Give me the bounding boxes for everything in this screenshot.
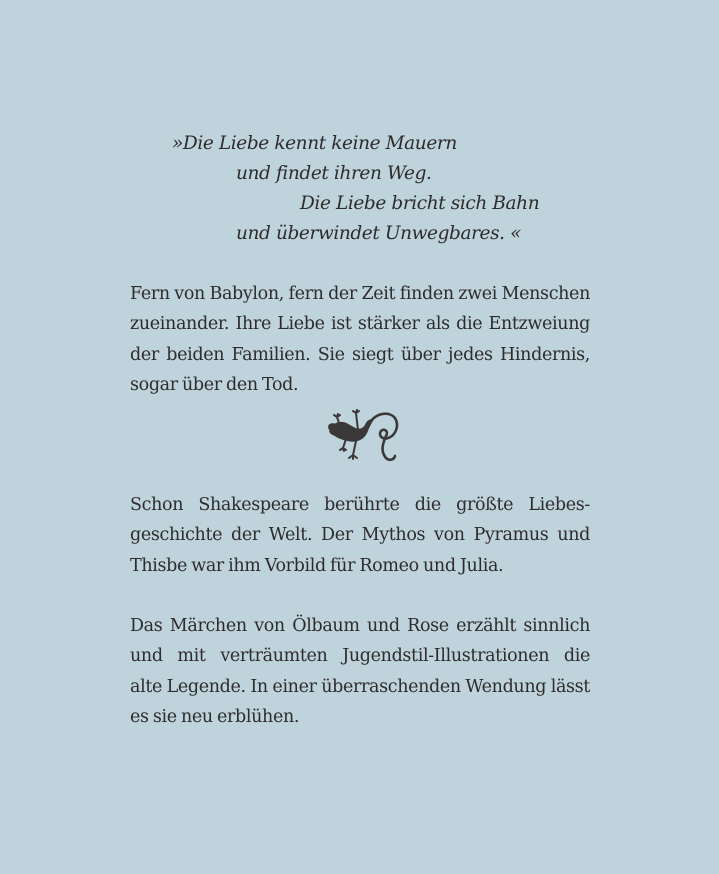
paragraph-line: zueinander. Ihre Liebe ist stärker als die Entzweiung <box>130 314 590 335</box>
paragraph-line: Das Märchen von Ölbaum und Rose erzählt sinnlich <box>130 616 590 636</box>
paragraph-line: alte Legende. In einer überraschenden Wendung lässt <box>130 676 590 697</box>
lizard-icon <box>326 408 400 464</box>
paragraph-line: Schon Shakespeare berührte die größte Liebes- <box>130 495 590 515</box>
paragraph-line: geschichte der Welt. Der Mythos von Pyramus und <box>130 525 590 546</box>
paragraph-line: Fern von Babylon, fern der Zeit finden zwei Menschen <box>130 284 590 304</box>
paragraph-maerchen <box>130 611 590 733</box>
paragraph-babylon <box>130 279 590 401</box>
poem-line-3: Die Liebe bricht sich Bahn <box>300 193 540 214</box>
paragraph-line: und mit verträumten Jugendstil-Illustrationen die <box>130 646 590 667</box>
poem-line-4: und überwindet Unwegbares. « <box>236 223 522 244</box>
poem-line-2: und findet ihren Weg. <box>236 163 432 184</box>
paragraph-line: es sie neu erblühen. <box>130 707 300 728</box>
paragraph-shakespeare <box>130 490 590 581</box>
paragraph-line: Thisbe war ihm Vorbild für Romeo und Julia. <box>130 555 504 576</box>
paragraph-line: der beiden Familien. Sie siegt über jedes Hindernis, <box>130 344 590 365</box>
poem-line-1: »Die Liebe kennt keine Mauern <box>172 133 457 154</box>
paragraph-line: sogar über den Tod. <box>130 375 299 396</box>
